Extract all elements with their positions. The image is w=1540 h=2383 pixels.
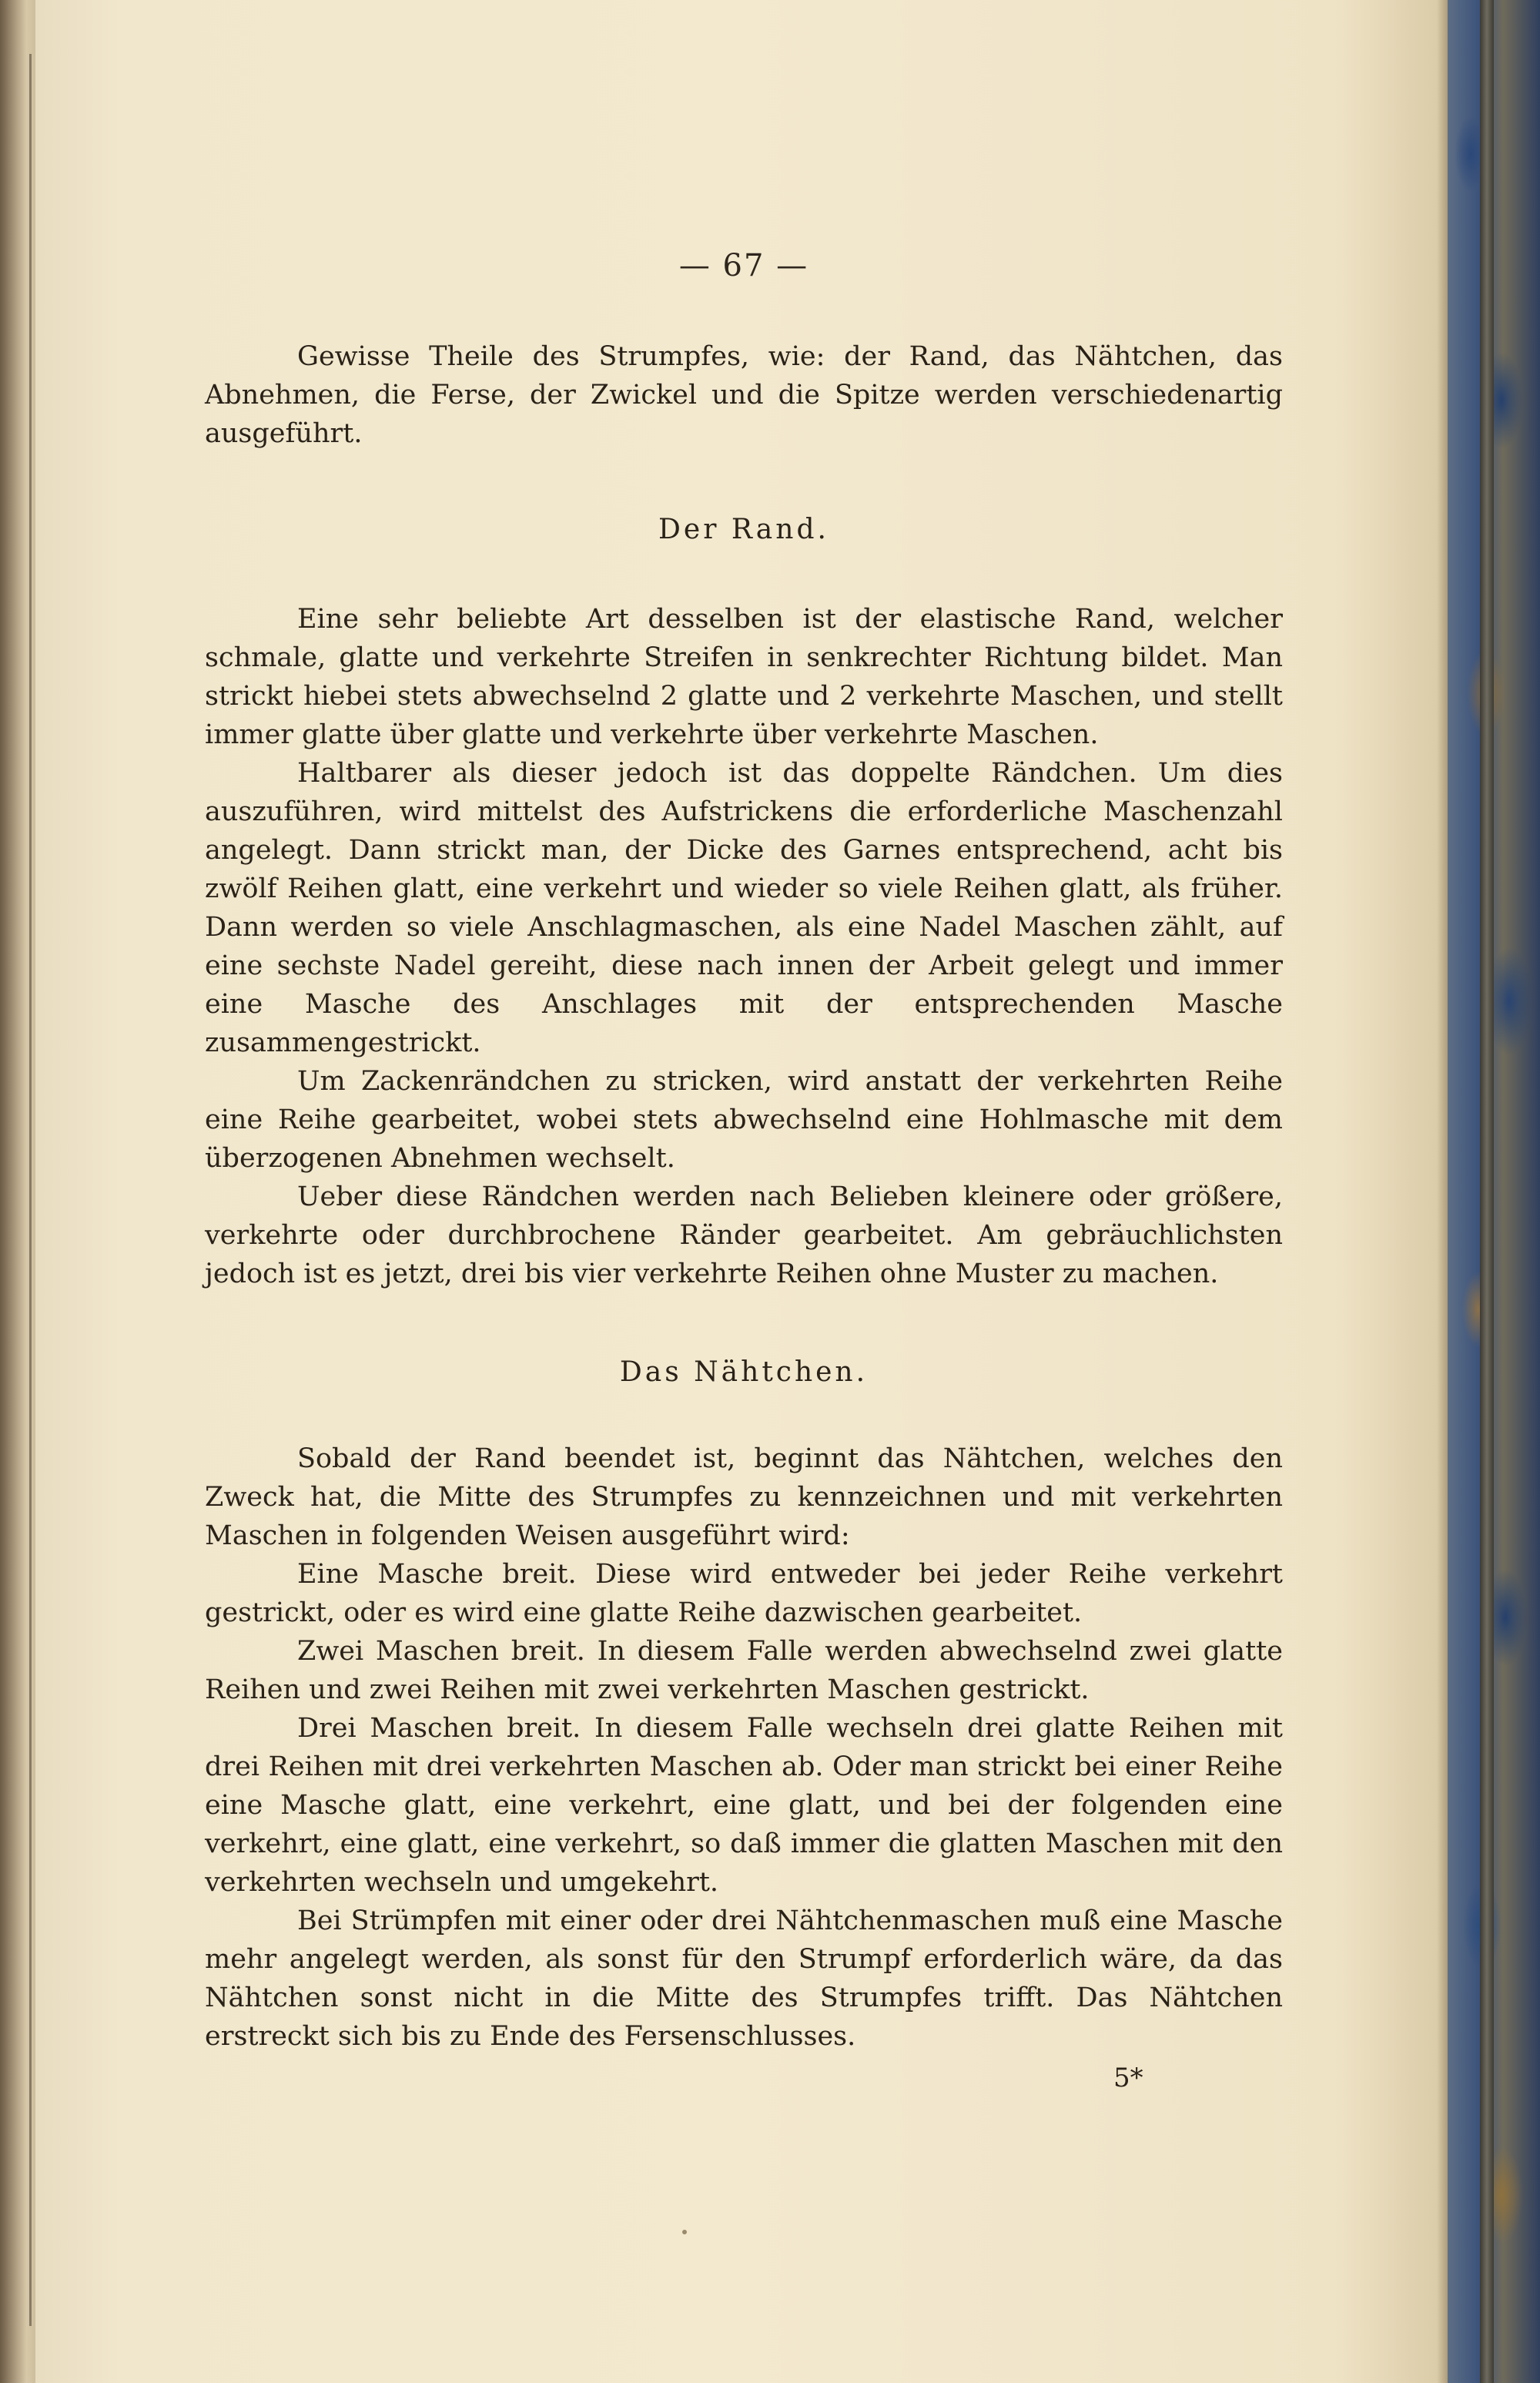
naehtchen-paragraph: Eine Masche breit. Diese wird entweder bei jeder Reihe verkehrt gestrickt, oder es wird eine glatte Reihe dazwischen gearbeitet.	[205, 1559, 1283, 1628]
gutter-shadow	[29, 54, 32, 2326]
section-heading-naehtchen: Das Nähtchen.	[619, 1356, 869, 1388]
naehtchen-paragraph: Bei Strümpfen mit einer oder drei Nähtchenmaschen muß eine Masche mehr angelegt werden, als sonst für den Strumpf erforderlich wäre, da das Nähtchen sonst nicht in die Mitte des Strumpfes trifft. Das Nähtchen erstreckt sich bis zu Ende des Fersenschlusses.	[205, 1905, 1283, 2052]
naehtchen-paragraph: Zwei Maschen breit. In diesem Falle werden abwechselnd zwei glatte Reihen und zwei Reihen mit zwei verkehrten Maschen gestrickt.	[205, 1636, 1283, 1705]
section-heading-rand: Der Rand.	[658, 514, 829, 545]
cover-edge	[1480, 0, 1494, 2383]
marbled-cover	[1448, 0, 1540, 2383]
signature-mark: 5*	[1113, 2063, 1143, 2093]
rand-paragraph: Um Zackenrändchen zu stricken, wird anstatt der verkehrten Reihe eine Reihe gearbeitet, wobei stets abwechselnd eine Hohlmasche mit dem überzogenen Abnehmen wechselt.	[205, 1066, 1283, 1174]
page-body	[205, 337, 1283, 2056]
page-number: — 67 —	[678, 248, 809, 283]
intro-paragraph: Gewisse Theile des Strumpfes, wie: der Rand, das Nähtchen, das Abnehmen, die Ferse, der Zwickel und die Spitze werden verschiedenartig ausgeführt.	[205, 341, 1283, 449]
rand-paragraph: Ueber diese Rändchen werden nach Belieben kleinere oder größere, verkehrte oder durchbrochene Ränder gearbeitet. Am gebräuchlichsten jedoch ist es jetzt, drei bis vier verkehrte Reihen ohne Muster zu machen.	[205, 1181, 1283, 1289]
naehtchen-paragraph: Sobald der Rand beendet ist, beginnt das Nähtchen, welches den Zweck hat, die Mitte des Strumpfes zu kennzeichnen und mit verkehrten Maschen in folgenden Weisen ausgeführt wird:	[205, 1443, 1283, 1551]
paper-speck	[682, 2230, 687, 2234]
naehtchen-paragraph: Drei Maschen breit. In diesem Falle wechseln drei glatte Reihen mit drei Reihen mit drei verkehrten Maschen ab. Oder man strickt bei einer Reihe eine Masche glatt, eine verkehrt, eine glatt, und bei der folgenden eine verkehrt, eine glatt, eine verkehrt, so daß immer die glatten Maschen mit den verkehrten wechseln und umgekehrt.	[205, 1713, 1283, 1898]
rand-paragraph: Eine sehr beliebte Art desselben ist der elastische Rand, welcher schmale, glatte und verkehrte Streifen in senkrechter Richtung bildet. Man strickt hiebei stets abwechselnd 2 glatte und 2 verkehrte Maschen, und stellt immer glatte über glatte und verkehrte über verkehrte Maschen.	[205, 604, 1283, 750]
book-page	[35, 0, 1448, 2383]
rand-paragraph: Haltbarer als dieser jedoch ist das doppelte Rändchen. Um dies auszuführen, wird mittelst des Aufstrickens die erforderliche Maschenzahl angelegt. Dann strickt man, der Dicke des Garnes entsprechend, acht bis zwölf Reihen glatt, eine verkehrt und wieder so viele Reihen glatt, als früher. Dann werden so viele Anschlagmaschen, als eine Nadel Maschen zählt, auf eine sechste Nadel gereiht, diese nach innen der Arbeit gelegt und immer eine Masche des Anschlages mit der entsprechenden Masche zusammengestrickt.	[205, 758, 1283, 1058]
